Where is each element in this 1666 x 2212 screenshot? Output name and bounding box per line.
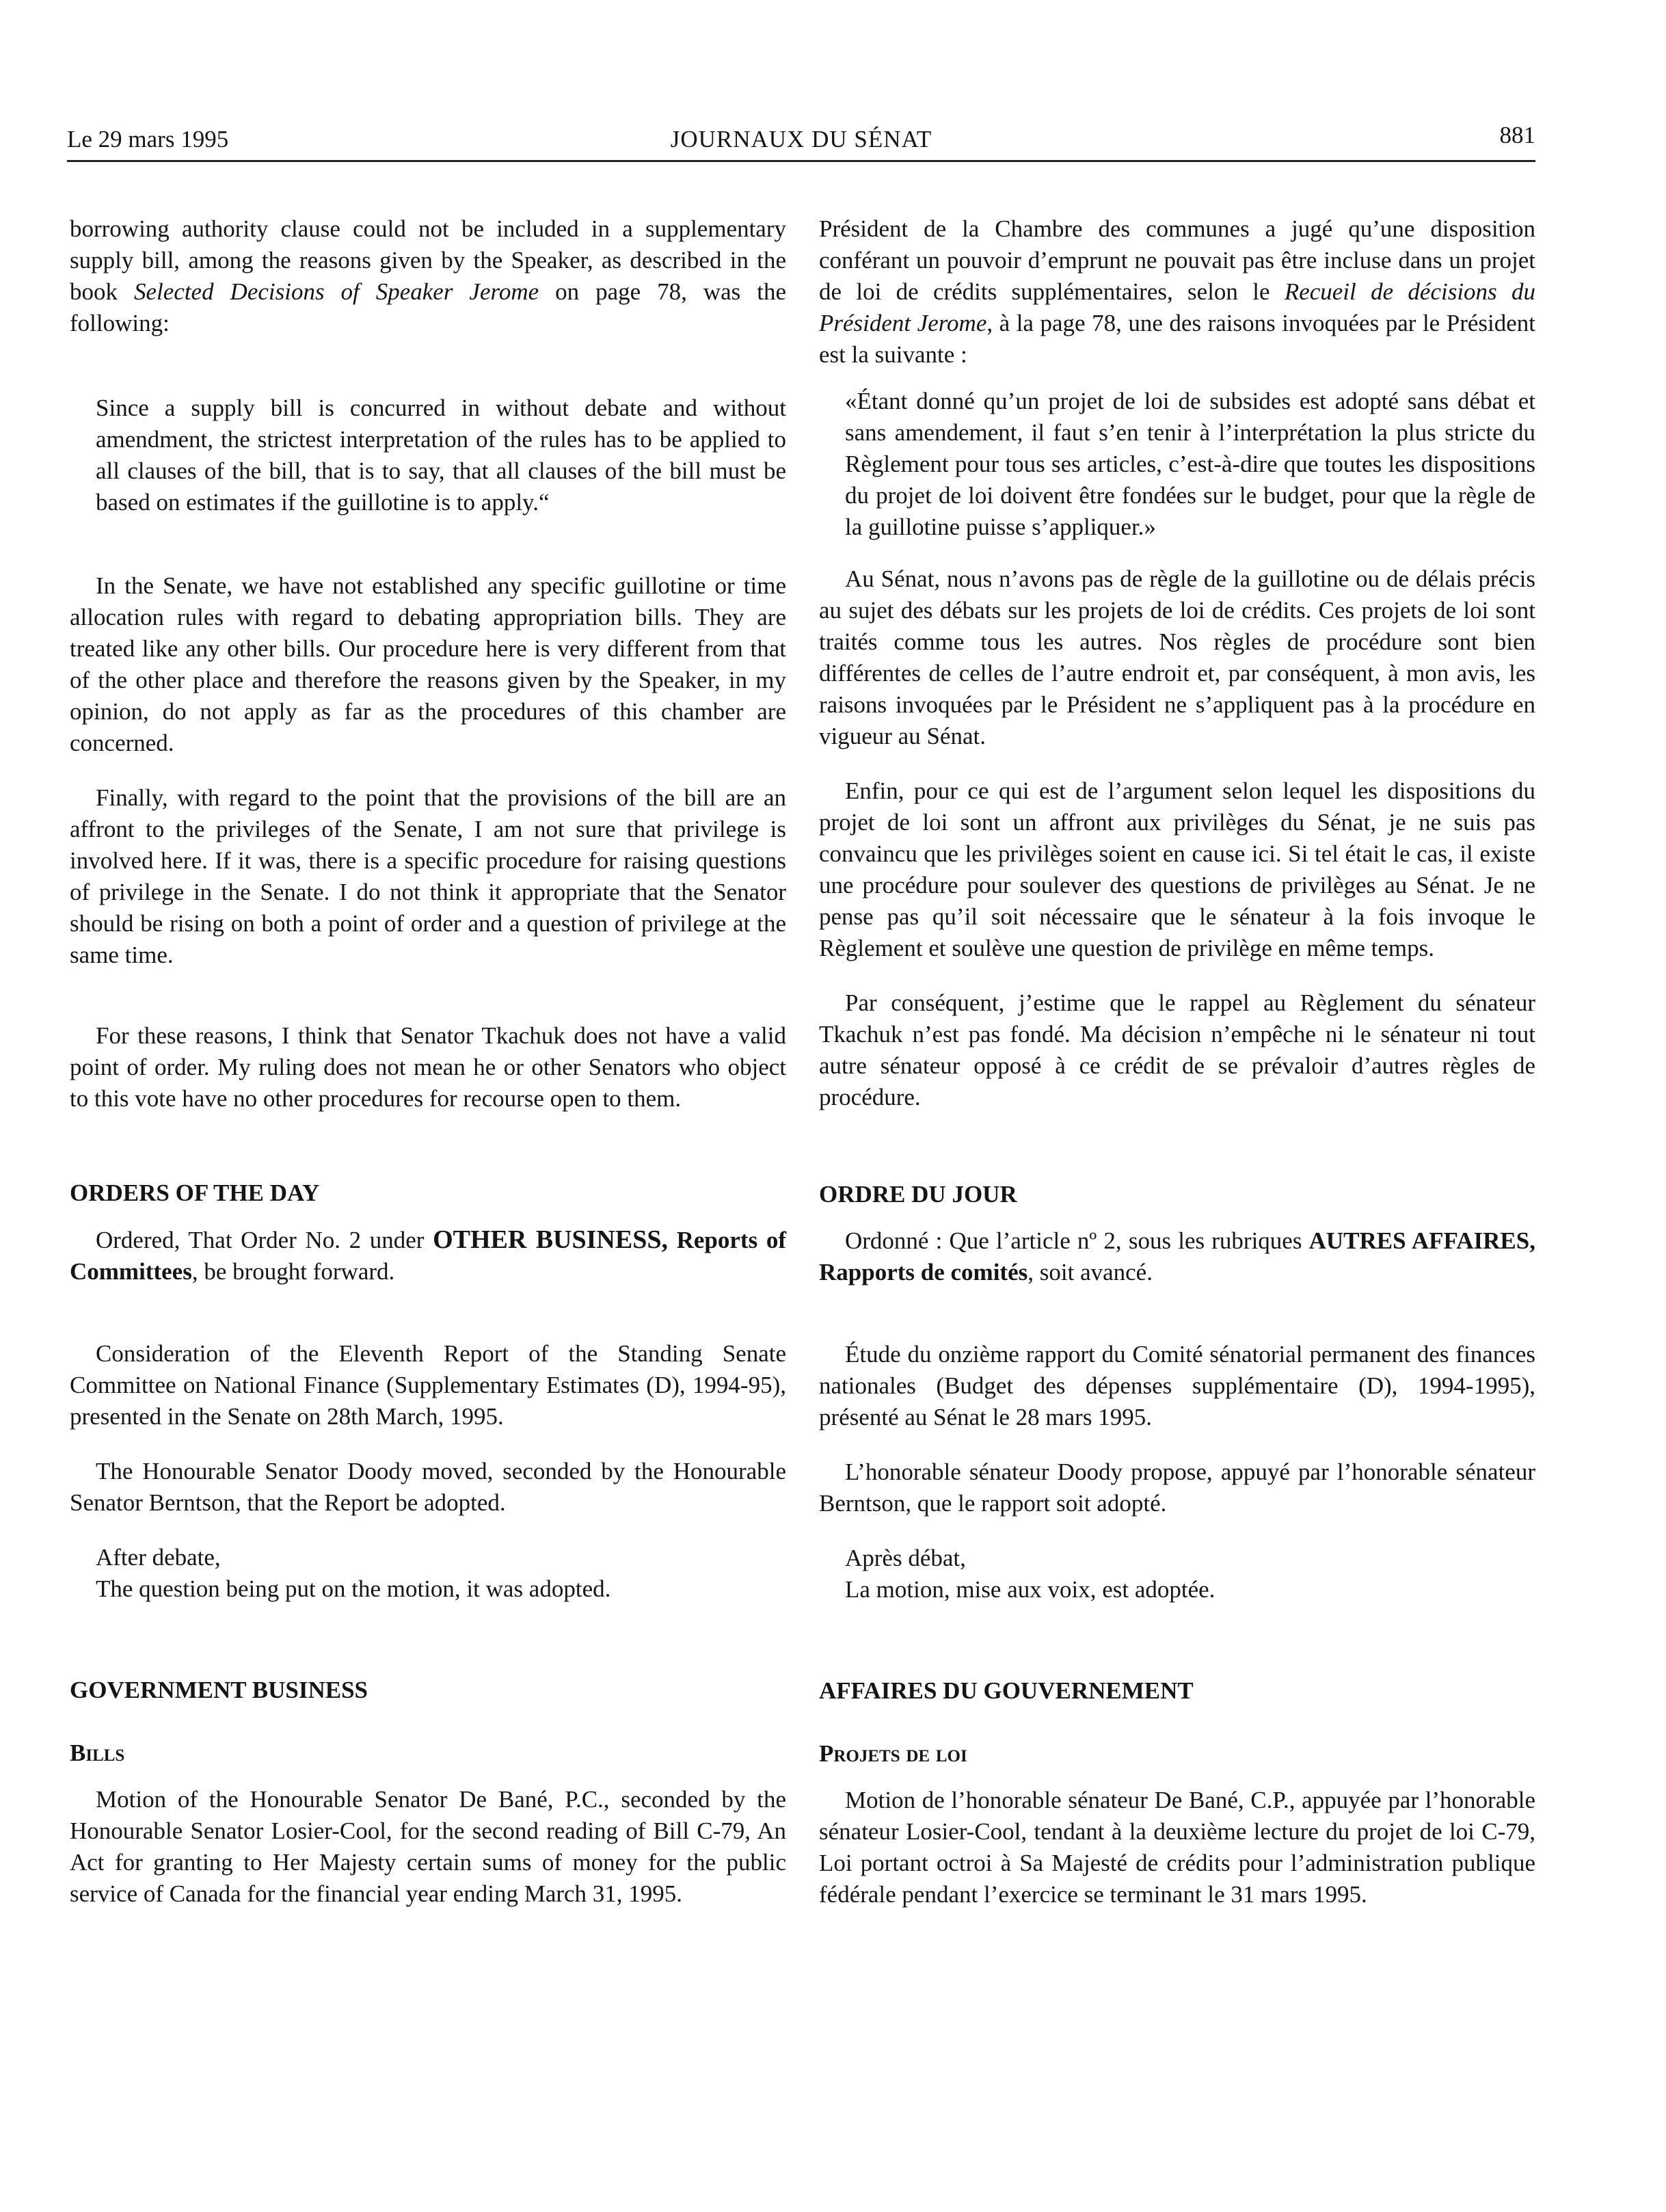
- en-paragraph-2: In the Senate, we have not established any specific guillotine or time allocation rules with regard to debating appropriation bills. They are treated like any other bills. Our procedure here is very different from that of the other place and therefore the reasons given by the Speaker, in my opinion, do not apply as far as the procedures of this chamber are concerned.: [70, 572, 786, 756]
- fr-ordered-text-c: , soit avancé.: [1027, 1259, 1153, 1285]
- fr-orders-heading: ORDRE DU JOUR: [819, 1181, 1017, 1208]
- en-question-put: The question being put on the motion, it was adopted.: [96, 1575, 611, 1602]
- en-quote: Since a supply bill is concurred in without debate and without amendment, the strictest interpretation of the rules has to be applied to all clauses of the bill, that is to say, that all clauses of the bill must be based on estimates if the guillotine is to apply.“: [96, 395, 786, 516]
- en-motion: Motion of the Honourable Senator De Bané, P.C., seconded by the Honourable Senator Losier-Cool, for the second reading of Bill C-79, An Act for granting to Her Majesty certain sums of money for the public service of Canada for the financial year ending March 31, 1995.: [70, 1786, 786, 1907]
- en-p1-text-b: on page 78, was the following:: [70, 278, 787, 336]
- fr-bills-heading: Projets de loi: [819, 1740, 967, 1767]
- english-column: [70, 213, 786, 1910]
- fr-p1-text-a: Président de la Chambre des communes a jugé qu’une disposition conférant un pouvoir d’emprunt ne pouvait pas être incluse dans un projet de loi de crédits supplémentaires, selon le: [819, 215, 1535, 305]
- header-rule: [67, 160, 1535, 162]
- fr-moved: L’honorable sénateur Doody propose, appuyé par l’honorable sénateur Berntson, que le rapport soit adopté.: [819, 1458, 1535, 1517]
- en-p1-book-title: Selected Decisions of Speaker Jerome: [133, 278, 539, 305]
- en-ordered-text-c: , be brought forward.: [191, 1258, 395, 1285]
- en-moved: The Honourable Senator Doody moved, seconded by the Honourable Senator Berntson, that the Report be adopted.: [70, 1458, 786, 1516]
- fr-rapports-de-comites: , Rapports de comités: [819, 1227, 1535, 1285]
- en-paragraph-3: Finally, with regard to the point that the provisions of the bill are an affront to the privileges of the Senate, I am not sure that privilege is involved here. If it was, there is a specific procedure for raising questions of privilege in the Senate. I do not think it appropriate that the Senator should be rising on both a point of order and a question of privilege at the same time.: [70, 784, 786, 968]
- en-government-business-heading: GOVERNMENT BUSINESS: [70, 1677, 368, 1703]
- fr-after-debate: Après débat,: [845, 1545, 966, 1571]
- header-date: Le 29 mars 1995: [67, 126, 229, 152]
- fr-paragraph-1: [819, 213, 1535, 371]
- fr-p1-book-title: Recueil de décisions du Président Jerome: [819, 278, 1535, 336]
- fr-consideration: Étude du onzième rapport du Comité sénatorial permanent des finances nationales (Budget des dépenses supplémentaire (D), 1994-1995), présenté au Sénat le 28 mars 1995.: [819, 1341, 1535, 1430]
- fr-quote: «Étant donné qu’un projet de loi de subsides est adopté sans débat et sans amendement, il faut s’en tenir à l’interprétation la plus stricte du Règlement pour tous ses articles, c’est-à-dire que toutes les dispositions du projet de loi doivent être fondées sur le budget, pour que la règle de la guillotine puisse s’appliquer.»: [845, 388, 1535, 540]
- fr-p1-text-b: , à la page 78, une des raisons invoquées par le Président est la suivante :: [819, 310, 1535, 368]
- fr-paragraph-3: Enfin, pour ce qui est de l’argument selon lequel les dispositions du projet de loi sont un affront aux privilèges du Sénat, je ne suis pas convaincu que les privilèges soient en cause ici. Si tel était le cas, il existe une procédure pour soulever des questions de privilèges au Sénat. Je ne pense pas qu’il soit nécessaire que le sénateur à la fois invoque le Règlement et soulève une question de privilège en même temps.: [819, 777, 1535, 961]
- en-paragraph-1: [70, 213, 786, 339]
- en-p1-text-a: borrowing authority clause could not be included in a supplementary supply bill, among the reasons given by the Speaker, as described in the book: [70, 215, 786, 305]
- en-ordered-text-a: Ordered, That Order No. 2 under: [96, 1227, 433, 1253]
- en-ordered: [70, 1224, 786, 1288]
- en-other-business: OTHER BUSINESS,: [433, 1225, 668, 1254]
- en-orders-heading: ORDERS OF THE DAY: [70, 1180, 320, 1206]
- en-paragraph-4: For these reasons, I think that Senator Tkachuk does not have a valid point of order. My ruling does not mean he or other Senators who object to this vote have no other procedures for recourse open to them.: [70, 1022, 786, 1112]
- journal-title: JOURNAUX DU SÉNAT: [670, 126, 932, 152]
- en-after-debate: After debate,: [96, 1544, 221, 1571]
- page-header: [67, 120, 1535, 159]
- fr-question-put: La motion, mise aux voix, est adoptée.: [845, 1576, 1215, 1603]
- en-consideration: Consideration of the Eleventh Report of the Standing Senate Committee on National Finance (Supplementary Estimates (D), 1994-95), presented in the Senate on 28th March, 1995.: [70, 1340, 786, 1430]
- en-reports-of-committees: Reports of Committees: [70, 1227, 787, 1285]
- fr-government-business-heading: AFFAIRES DU GOUVERNEMENT: [819, 1677, 1194, 1704]
- fr-ordered: [819, 1225, 1535, 1288]
- french-column: [819, 213, 1535, 1910]
- fr-paragraph-2: Au Sénat, nous n’avons pas de règle de la guillotine ou de délais précis au sujet des débats sur les projets de loi de crédits. Ces projets de loi sont traités comme tous les autres. Nos règles de procédure sont bien différentes de celles de l’autre endroit et, par conséquent, à mon avis, les raisons invoquées par le Président ne s’appliquent pas à la procédure en vigueur au Sénat.: [819, 565, 1535, 749]
- page-number: 881: [1499, 122, 1535, 148]
- fr-autres-affaires: AUTRES AFFAIRES: [1308, 1227, 1530, 1254]
- fr-paragraph-4: Par conséquent, j’estime que le rappel au Règlement du sénateur Tkachuk n’est pas fondé. Ma décision n’empêche ni le sénateur ni tout autre sénateur opposé à ce crédit de se prévaloir d’autres règles de procédure.: [819, 989, 1535, 1110]
- en-bills-heading: Bills: [70, 1740, 125, 1766]
- fr-ordered-text-a: Ordonné : Que l’article nº 2, sous les rubriques: [845, 1227, 1309, 1254]
- fr-motion: Motion de l’honorable sénateur De Bané, C.P., appuyée par l’honorable sénateur Losier-Cool, tendant à la deuxième lecture du projet de loi C-79, Loi portant octroi à Sa Majesté de crédits pour l’administration publique fédérale pendant l’exercice se terminant le 31 mars 1995.: [819, 1787, 1535, 1908]
